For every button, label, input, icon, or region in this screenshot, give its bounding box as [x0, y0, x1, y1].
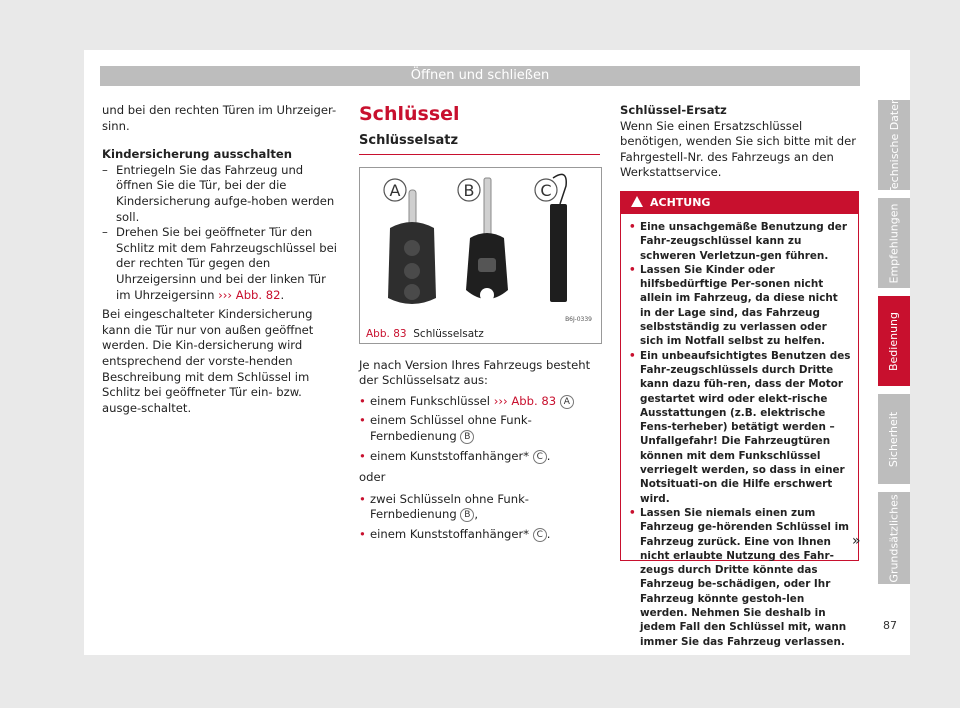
warning-item: • Lassen Sie niemals einen zum Fahrzeug ge-hörenden Schlüssel im Fahrzeug zurück. Eine von Ihnen nicht erlaubte Nutzung des Fahr-zeugs durch Dritte könnte das Fahrzeug be-schädigen, oder Ihr Fahrzeug könnte gestoh-len werden. Nehmen Sie deshalb in jedem Fall den Schlüssel mit, wann immer Sie das Fahrzeug verlassen. [629, 506, 852, 649]
warning-item: • Ein unbeaufsichtigtes Benutzen des Fahr-zeugschlüssels durch Dritte kann dazu füh-ren, dass der Motor gestartet wird oder elekt-rische Ausstattungen (z.B. elektrische Fens-terheber) betätigt werden – Unfallgefahr! Die Fahrzeugtüren können mit dem Funkschlüssel verriegelt werden, so dass in einer Notsituati-on die Hilfe erschwert wird. [629, 349, 852, 506]
intro-text: und bei den rechten Türen im Uhrzeiger-sinn. [102, 103, 337, 133]
badge-a: A [560, 395, 574, 409]
badge-c: C [533, 528, 547, 542]
key-set-figure [359, 167, 602, 344]
tab-sicherheit[interactable]: Sicherheit [878, 394, 910, 484]
tab-technische-daten[interactable]: Technische Daten [878, 100, 910, 190]
figure-link-82[interactable]: Abb. 82 [235, 287, 281, 302]
column-right [620, 103, 858, 648]
list-item-key: • einem Schlüssel ohne Funk-Fernbedienung B [359, 413, 600, 444]
warning-header: ACHTUNG [621, 192, 858, 214]
section-subtitle: Schlüsselsatz [359, 133, 600, 155]
figure-link-83[interactable]: Abb. 83 [511, 393, 557, 408]
figure-caption: Abb. 83 Schlüsselsatz [366, 327, 484, 340]
section-title: Schlüssel [359, 103, 460, 125]
warning-body [621, 214, 858, 649]
continue-arrow-icon: » [852, 533, 861, 549]
svg-text:A: A [389, 180, 401, 200]
warning-icon [631, 196, 643, 207]
badge-c: C [533, 450, 547, 464]
warning-box [620, 191, 859, 648]
svg-text:C: C [540, 180, 552, 200]
section-heading: Kindersicherung ausschalten [102, 147, 292, 162]
badge-b: B [460, 430, 474, 444]
key-set-intro: Je nach Version Ihres Fahrzeugs besteht der Schlüsselsatz aus: [359, 357, 591, 388]
list-item-tag: • einem Kunststoffanhänger* C . [359, 449, 600, 465]
tab-empfehlungen[interactable]: Empfehlungen [878, 198, 910, 288]
spare-key-text: Wenn Sie einen Ersatzschlüssel benötigen, wenden Sie sich bitte mit der Fahrgestell-Nr. des Fahrzeugs an den Werkstattservice. [620, 118, 856, 180]
spare-key-heading: Schlüssel-Ersatz [620, 103, 727, 117]
column-left [102, 103, 340, 416]
badge-b: B [460, 508, 474, 522]
or-text: oder [359, 470, 386, 485]
step-1: – Entriegeln Sie das Fahrzeug und öffnen Sie die Tür, bei der die Kindersicherung aufge-hoben werden soll. [102, 163, 340, 225]
list-item-tag-2: • einem Kunststoffanhänger* C . [359, 527, 600, 543]
svg-text:B6J-0339: B6J-0339 [565, 315, 592, 323]
list-item-remote-key: • einem Funkschlüssel ››› Abb. 83 A [359, 394, 600, 410]
warning-item: • Eine unsachgemäße Benutzung der Fahr-zeugschlüssel kann zu schweren Verletzun-gen führen. [629, 220, 852, 263]
list-item-two-keys: • zwei Schlüsseln ohne Funk-Fernbedienung B , [359, 492, 600, 523]
page-number: 87 [883, 619, 897, 632]
column-middle [359, 103, 600, 543]
svg-text:B: B [463, 180, 475, 200]
tab-grundsaetzliches[interactable]: Grundsätzliches [878, 492, 910, 584]
tab-bedienung[interactable]: Bedienung [878, 296, 910, 386]
info-paragraph: Bei eingeschalteter Kindersicherung kann die Tür nur von außen geöffnet werden. Die Kin-dersicherung wird entsprechend der vorste-henden Beschreibung mit dem Schlüssel im Schlitz bei geöffneter Tür ein- bzw. ausge-schaltet. [102, 307, 314, 415]
key-set-illustration [360, 168, 601, 326]
warning-item: • Lassen Sie Kinder oder hilfsbedürftige Per-sonen nicht allein im Fahrzeug, da diese nicht in der Lage sind, das Fahrzeug selbstständig zu verlassen oder sich im Notfall selbst zu helfen. [629, 263, 852, 349]
chapter-header: Öffnen und schließen [100, 66, 860, 86]
step-2: – Drehen Sie bei geöffneter Tür den Schlitz mit dem Fahrzeugschlüssel bei der rechten Tür gegen den Uhrzeigersinn und bei der linken Tür im Uhrzeigersinn ››› Abb. 82. [102, 225, 340, 303]
ref-arrows: ››› [218, 287, 233, 302]
